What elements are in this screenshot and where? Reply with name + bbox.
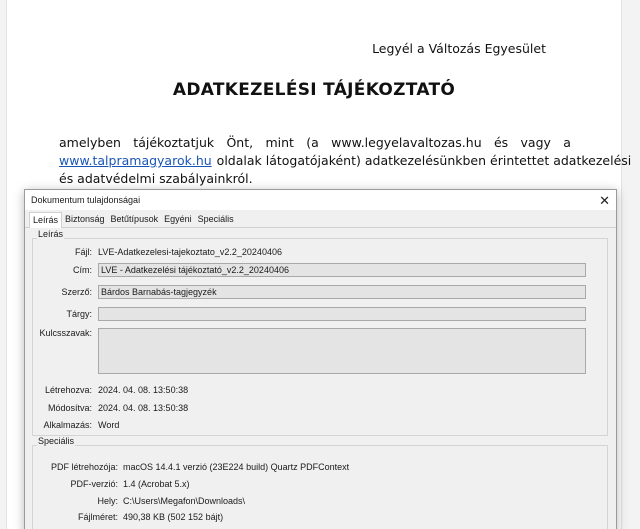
producer-value: macOS 14.4.1 verzió (23E224 build) Quartz PDFContext xyxy=(123,462,350,472)
body-word: (a xyxy=(306,135,319,150)
description-group-title: Leírás xyxy=(38,229,64,239)
application-value: Word xyxy=(98,420,120,430)
file-label: Fájl: xyxy=(74,247,92,257)
body-word: mint xyxy=(265,135,294,150)
tab-security[interactable]: Biztonság xyxy=(65,214,105,224)
advanced-group xyxy=(32,436,608,529)
document-properties-dialog xyxy=(24,189,617,529)
tab-advanced[interactable]: Speciális xyxy=(197,214,234,224)
subject-label: Tárgy: xyxy=(66,309,92,319)
body-word: a xyxy=(563,135,571,150)
document-body xyxy=(59,134,632,188)
pdf-version-value: 1.4 (Acrobat 5.x) xyxy=(123,479,190,489)
dialog-titlebar[interactable] xyxy=(25,190,616,210)
producer-row xyxy=(33,460,349,474)
body-text: oldalak látogatójaként) adatkezelésünkben érintettet adatkezelési xyxy=(216,153,632,168)
file-size-row xyxy=(33,510,223,524)
dialog-title: Dokumentum tulajdonságai xyxy=(31,195,141,205)
advanced-group-title: Speciális xyxy=(38,436,75,446)
document-heading: ADATKEZELÉSI TÁJÉKOZTATÓ xyxy=(172,80,456,100)
created-value: 2024. 04. 08. 13:50:38 xyxy=(98,385,189,395)
keywords-row xyxy=(33,328,586,374)
created-label: Létrehozva: xyxy=(44,385,92,395)
tab-fonts[interactable]: Betűtípusok xyxy=(110,214,159,224)
body-word: tájékoztatjuk xyxy=(133,135,215,150)
pdf-version-label: PDF-verzió: xyxy=(70,479,118,489)
created-row xyxy=(33,383,188,397)
application-label: Alkalmazás: xyxy=(43,420,92,430)
body-word: vagy xyxy=(520,135,551,150)
body-line-1 xyxy=(59,134,571,152)
modified-label: Módosítva: xyxy=(47,403,92,413)
title-field[interactable]: LVE - Adatkezelési tájékoztató_v2.2_20240406 xyxy=(98,263,586,277)
title-label: Cím: xyxy=(73,265,92,275)
body-word: www.legyelavaltozas.hu xyxy=(331,135,482,150)
description-group xyxy=(32,229,608,436)
talpramagyarok-link[interactable]: www.talpramagyarok.hu xyxy=(59,153,212,168)
producer-label: PDF létrehozója: xyxy=(50,462,118,472)
file-size-label: Fájlméret: xyxy=(77,512,118,522)
body-line-3 xyxy=(59,170,571,188)
organization-name: Legyél a Változás Egyesület xyxy=(372,41,546,56)
location-label: Hely: xyxy=(97,496,118,506)
subject-row xyxy=(33,307,586,321)
location-row xyxy=(33,494,245,508)
tab-custom[interactable]: Egyéni xyxy=(164,214,192,224)
body-word: Önt, xyxy=(226,135,254,150)
author-field[interactable]: Bárdos Barnabás-tagjegyzék xyxy=(98,285,586,299)
modified-row xyxy=(33,401,188,415)
body-word: amelyben xyxy=(59,135,121,150)
body-word: és xyxy=(493,135,509,150)
title-row xyxy=(33,263,586,277)
application-row xyxy=(33,418,119,432)
close-icon[interactable]: ✕ xyxy=(599,192,610,208)
file-value: LVE-Adatkezelesi-tajekoztato_v2.2_20240406 xyxy=(98,247,282,257)
file-row xyxy=(33,245,282,259)
author-row xyxy=(33,285,586,299)
pdf-version-row xyxy=(33,477,190,491)
keywords-label: Kulcsszavak: xyxy=(39,328,92,338)
location-value: C:\Users\Megafon\Downloads\ xyxy=(123,496,246,506)
body-line-2 xyxy=(59,152,632,170)
author-label: Szerző: xyxy=(61,287,92,297)
file-size-value: 490,38 KB (502 152 bájt) xyxy=(123,512,224,522)
body-text: és adatvédelmi szabályainkról. xyxy=(59,171,253,186)
tab-bar xyxy=(25,210,616,228)
subject-field[interactable] xyxy=(98,307,586,321)
modified-value: 2024. 04. 08. 13:50:38 xyxy=(98,403,189,413)
tab-description[interactable]: Leírás xyxy=(29,212,62,228)
keywords-field[interactable] xyxy=(98,328,586,374)
